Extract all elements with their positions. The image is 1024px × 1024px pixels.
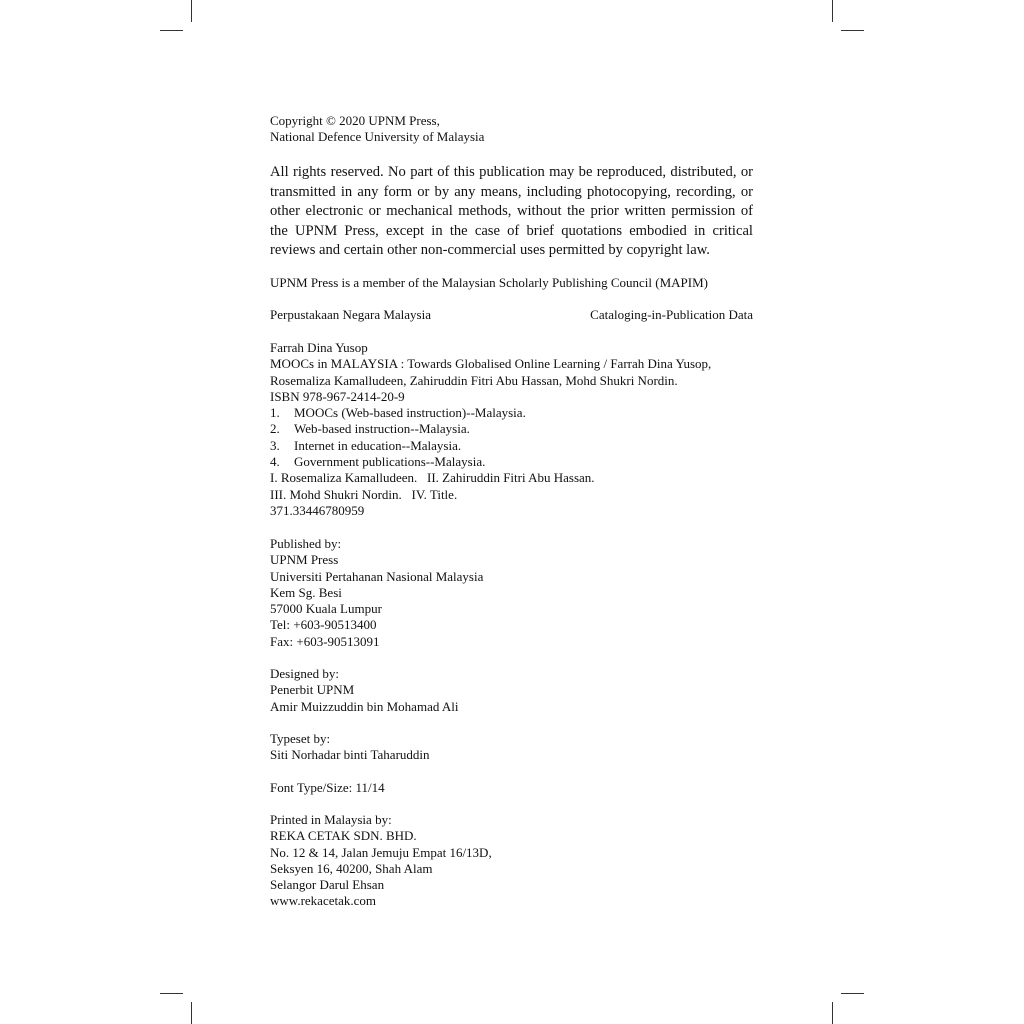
subject-item: 3. Internet in education--Malaysia. bbox=[270, 437, 462, 453]
cip-header: Perpustakaan Negara Malaysia Cataloging-in-Publication Data bbox=[270, 307, 753, 322]
font-info: Font Type/Size: 11/14 bbox=[270, 780, 385, 795]
crop-mark bbox=[832, 1002, 833, 1024]
subject-item: 1. MOOCs (Web-based instruction)--Malaysia. bbox=[270, 405, 526, 421]
subject-item: 4. Government publications--Malaysia. bbox=[270, 454, 486, 470]
published-by: Published by: UPNM Press Universiti Pertahanan Nasional Malaysia Kem Sg. Besi 57000 Kuala Lumpur Tel: +603-90513400 Fax: +603-90513091 bbox=[270, 536, 484, 649]
crop-mark bbox=[841, 993, 864, 994]
copyright-block: Copyright © 2020 UPNM Press, National Defence University of Malaysia bbox=[270, 113, 485, 145]
designed-by: Designed by: Penerbit UPNM Amir Muizzuddin bin Mohamad Ali bbox=[270, 666, 459, 714]
subject-item: 2. Web-based instruction--Malaysia. bbox=[270, 421, 470, 437]
crop-mark bbox=[832, 0, 833, 22]
crop-mark bbox=[191, 1002, 192, 1024]
crop-mark bbox=[160, 993, 183, 994]
cip-data: Farrah Dina Yusop MOOCs in MALAYSIA : Towards Globalised Online Learning / Farrah Dina Yusop, Rosemaliza Kamalludeen, Zahiruddin Fitri Abu Hassan, Mohd Shukri Nordin. ISBN 978-967-2414-20-9 1. MOOCs (Web-based instruction)--Malaysia. 2. Web-based instruction--Malaysia. 3. Internet in education--Malaysia. 4. Government publications--Malaysia. I. Rosemaliza Kamalludeen. II. Zahiruddin Fitri Abu Hassan. III. Mohd Shukri Nordin. IV. Title. 371.33446780959 bbox=[270, 340, 712, 518]
rights-statement: All rights reserved. No part of this publication may be reproduced, distributed, or transmitted in any form or by any means, including photocopying, recording, or other electronic or mechanical methods, without the prior written permission of the UPNM Press, except in the case of brief quotations embodied in critical reviews and certain other non-commercial uses permitted by copyright law. bbox=[270, 164, 753, 259]
member-statement: UPNM Press is a member of the Malaysian Scholarly Publishing Council (MAPIM) bbox=[270, 275, 708, 290]
crop-mark bbox=[160, 30, 183, 31]
crop-mark bbox=[841, 30, 864, 31]
crop-mark bbox=[191, 0, 192, 22]
typeset-by: Typeset by: Siti Norhadar binti Taharuddin bbox=[270, 731, 430, 763]
printed-by: Printed in Malaysia by: REKA CETAK SDN. BHD. No. 12 & 14, Jalan Jemuju Empat 16/13D, Seksyen 16, 40200, Shah Alam Selangor Darul Ehsan www.rekacetak.com bbox=[270, 812, 492, 909]
